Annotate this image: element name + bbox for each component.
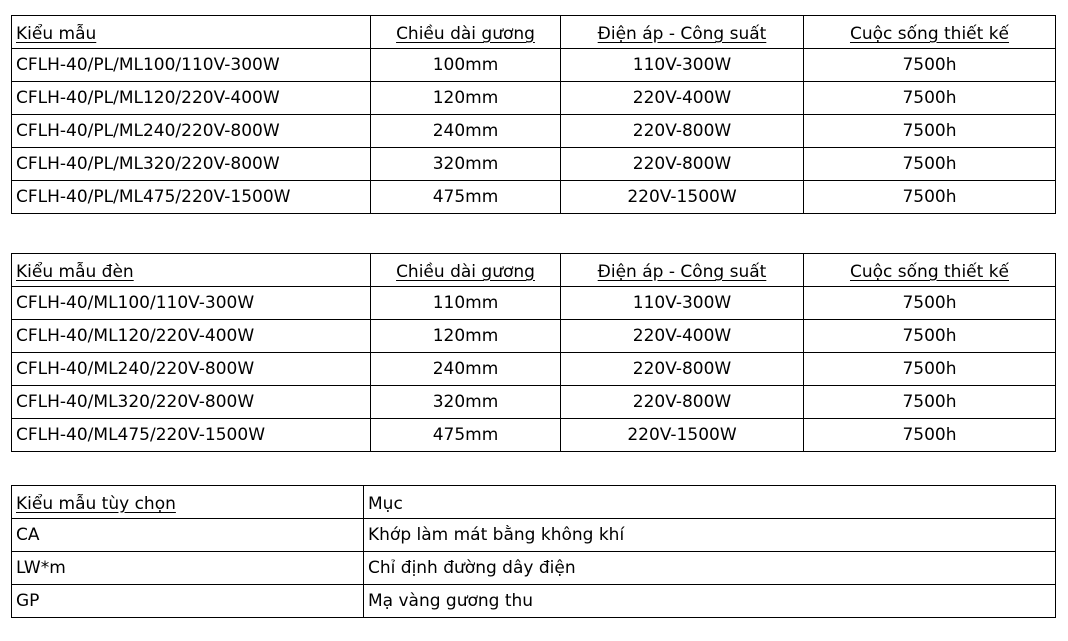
- cell-mirror-length: 320mm: [371, 386, 561, 419]
- table-row: [12, 585, 1056, 618]
- header-mirror-length: Chiều dài gương: [371, 16, 561, 49]
- cell-design-life: 7500h: [804, 353, 1056, 386]
- cell-option-code: LW*m: [12, 552, 364, 585]
- cell-voltage-power: 220V-400W: [561, 82, 804, 115]
- cell-design-life: 7500h: [804, 82, 1056, 115]
- cell-design-life: 7500h: [804, 115, 1056, 148]
- cell-model: CFLH-40/ML240/220V-800W: [12, 353, 371, 386]
- cell-voltage-power: 220V-800W: [561, 353, 804, 386]
- table-row: [12, 353, 1056, 386]
- table-row: [12, 287, 1056, 320]
- cell-model: CFLH-40/PL/ML100/110V-300W: [12, 49, 371, 82]
- header-mirror-length: Chiều dài gương: [371, 254, 561, 287]
- table-row: [12, 148, 1056, 181]
- table-row: [12, 115, 1056, 148]
- cell-option-description: Mạ vàng gương thu: [364, 585, 1056, 618]
- table-row: [12, 320, 1056, 353]
- cell-voltage-power: 110V-300W: [561, 287, 804, 320]
- table-header-row: [12, 486, 1056, 519]
- cell-design-life: 7500h: [804, 419, 1056, 452]
- table-row: [12, 82, 1056, 115]
- cell-model: CFLH-40/PL/ML320/220V-800W: [12, 148, 371, 181]
- header-lamp-model: Kiểu mẫu đèn: [12, 254, 371, 287]
- cell-design-life: 7500h: [804, 49, 1056, 82]
- spec-table-reflector-models: [11, 15, 1056, 214]
- table-row: [12, 519, 1056, 552]
- cell-voltage-power: 110V-300W: [561, 49, 804, 82]
- cell-mirror-length: 110mm: [371, 287, 561, 320]
- header-voltage-power: Điện áp - Công suất: [561, 16, 804, 49]
- header-model: Kiểu mẫu: [12, 16, 371, 49]
- cell-voltage-power: 220V-800W: [561, 148, 804, 181]
- table-row: [12, 386, 1056, 419]
- cell-mirror-length: 120mm: [371, 320, 561, 353]
- header-item: Mục: [364, 486, 1056, 519]
- table-row: [12, 419, 1056, 452]
- cell-voltage-power: 220V-1500W: [561, 181, 804, 214]
- cell-option-code: CA: [12, 519, 364, 552]
- cell-mirror-length: 120mm: [371, 82, 561, 115]
- header-voltage-power: Điện áp - Công suất: [561, 254, 804, 287]
- cell-voltage-power: 220V-1500W: [561, 419, 804, 452]
- cell-voltage-power: 220V-800W: [561, 386, 804, 419]
- header-option-model: Kiểu mẫu tùy chọn: [12, 486, 364, 519]
- header-design-life: Cuộc sống thiết kế: [804, 16, 1056, 49]
- cell-option-description: Khớp làm mát bằng không khí: [364, 519, 1056, 552]
- cell-model: CFLH-40/PL/ML120/220V-400W: [12, 82, 371, 115]
- cell-model: CFLH-40/PL/ML240/220V-800W: [12, 115, 371, 148]
- table-header-row: [12, 254, 1056, 287]
- cell-design-life: 7500h: [804, 148, 1056, 181]
- cell-design-life: 7500h: [804, 320, 1056, 353]
- options-table: [11, 485, 1056, 618]
- cell-mirror-length: 240mm: [371, 115, 561, 148]
- table-header-row: [12, 16, 1056, 49]
- cell-mirror-length: 475mm: [371, 181, 561, 214]
- cell-mirror-length: 100mm: [371, 49, 561, 82]
- cell-model: CFLH-40/ML475/220V-1500W: [12, 419, 371, 452]
- cell-mirror-length: 320mm: [371, 148, 561, 181]
- cell-model: CFLH-40/ML120/220V-400W: [12, 320, 371, 353]
- cell-voltage-power: 220V-800W: [561, 115, 804, 148]
- cell-design-life: 7500h: [804, 181, 1056, 214]
- cell-model: CFLH-40/PL/ML475/220V-1500W: [12, 181, 371, 214]
- cell-option-description: Chỉ định đường dây điện: [364, 552, 1056, 585]
- spec-table-lamp-models: [11, 253, 1056, 452]
- table-row: [12, 49, 1056, 82]
- cell-design-life: 7500h: [804, 386, 1056, 419]
- cell-mirror-length: 240mm: [371, 353, 561, 386]
- table-row: [12, 552, 1056, 585]
- cell-voltage-power: 220V-400W: [561, 320, 804, 353]
- table-row: [12, 181, 1056, 214]
- cell-model: CFLH-40/ML320/220V-800W: [12, 386, 371, 419]
- cell-option-code: GP: [12, 585, 364, 618]
- cell-design-life: 7500h: [804, 287, 1056, 320]
- cell-mirror-length: 475mm: [371, 419, 561, 452]
- cell-model: CFLH-40/ML100/110V-300W: [12, 287, 371, 320]
- header-design-life: Cuộc sống thiết kế: [804, 254, 1056, 287]
